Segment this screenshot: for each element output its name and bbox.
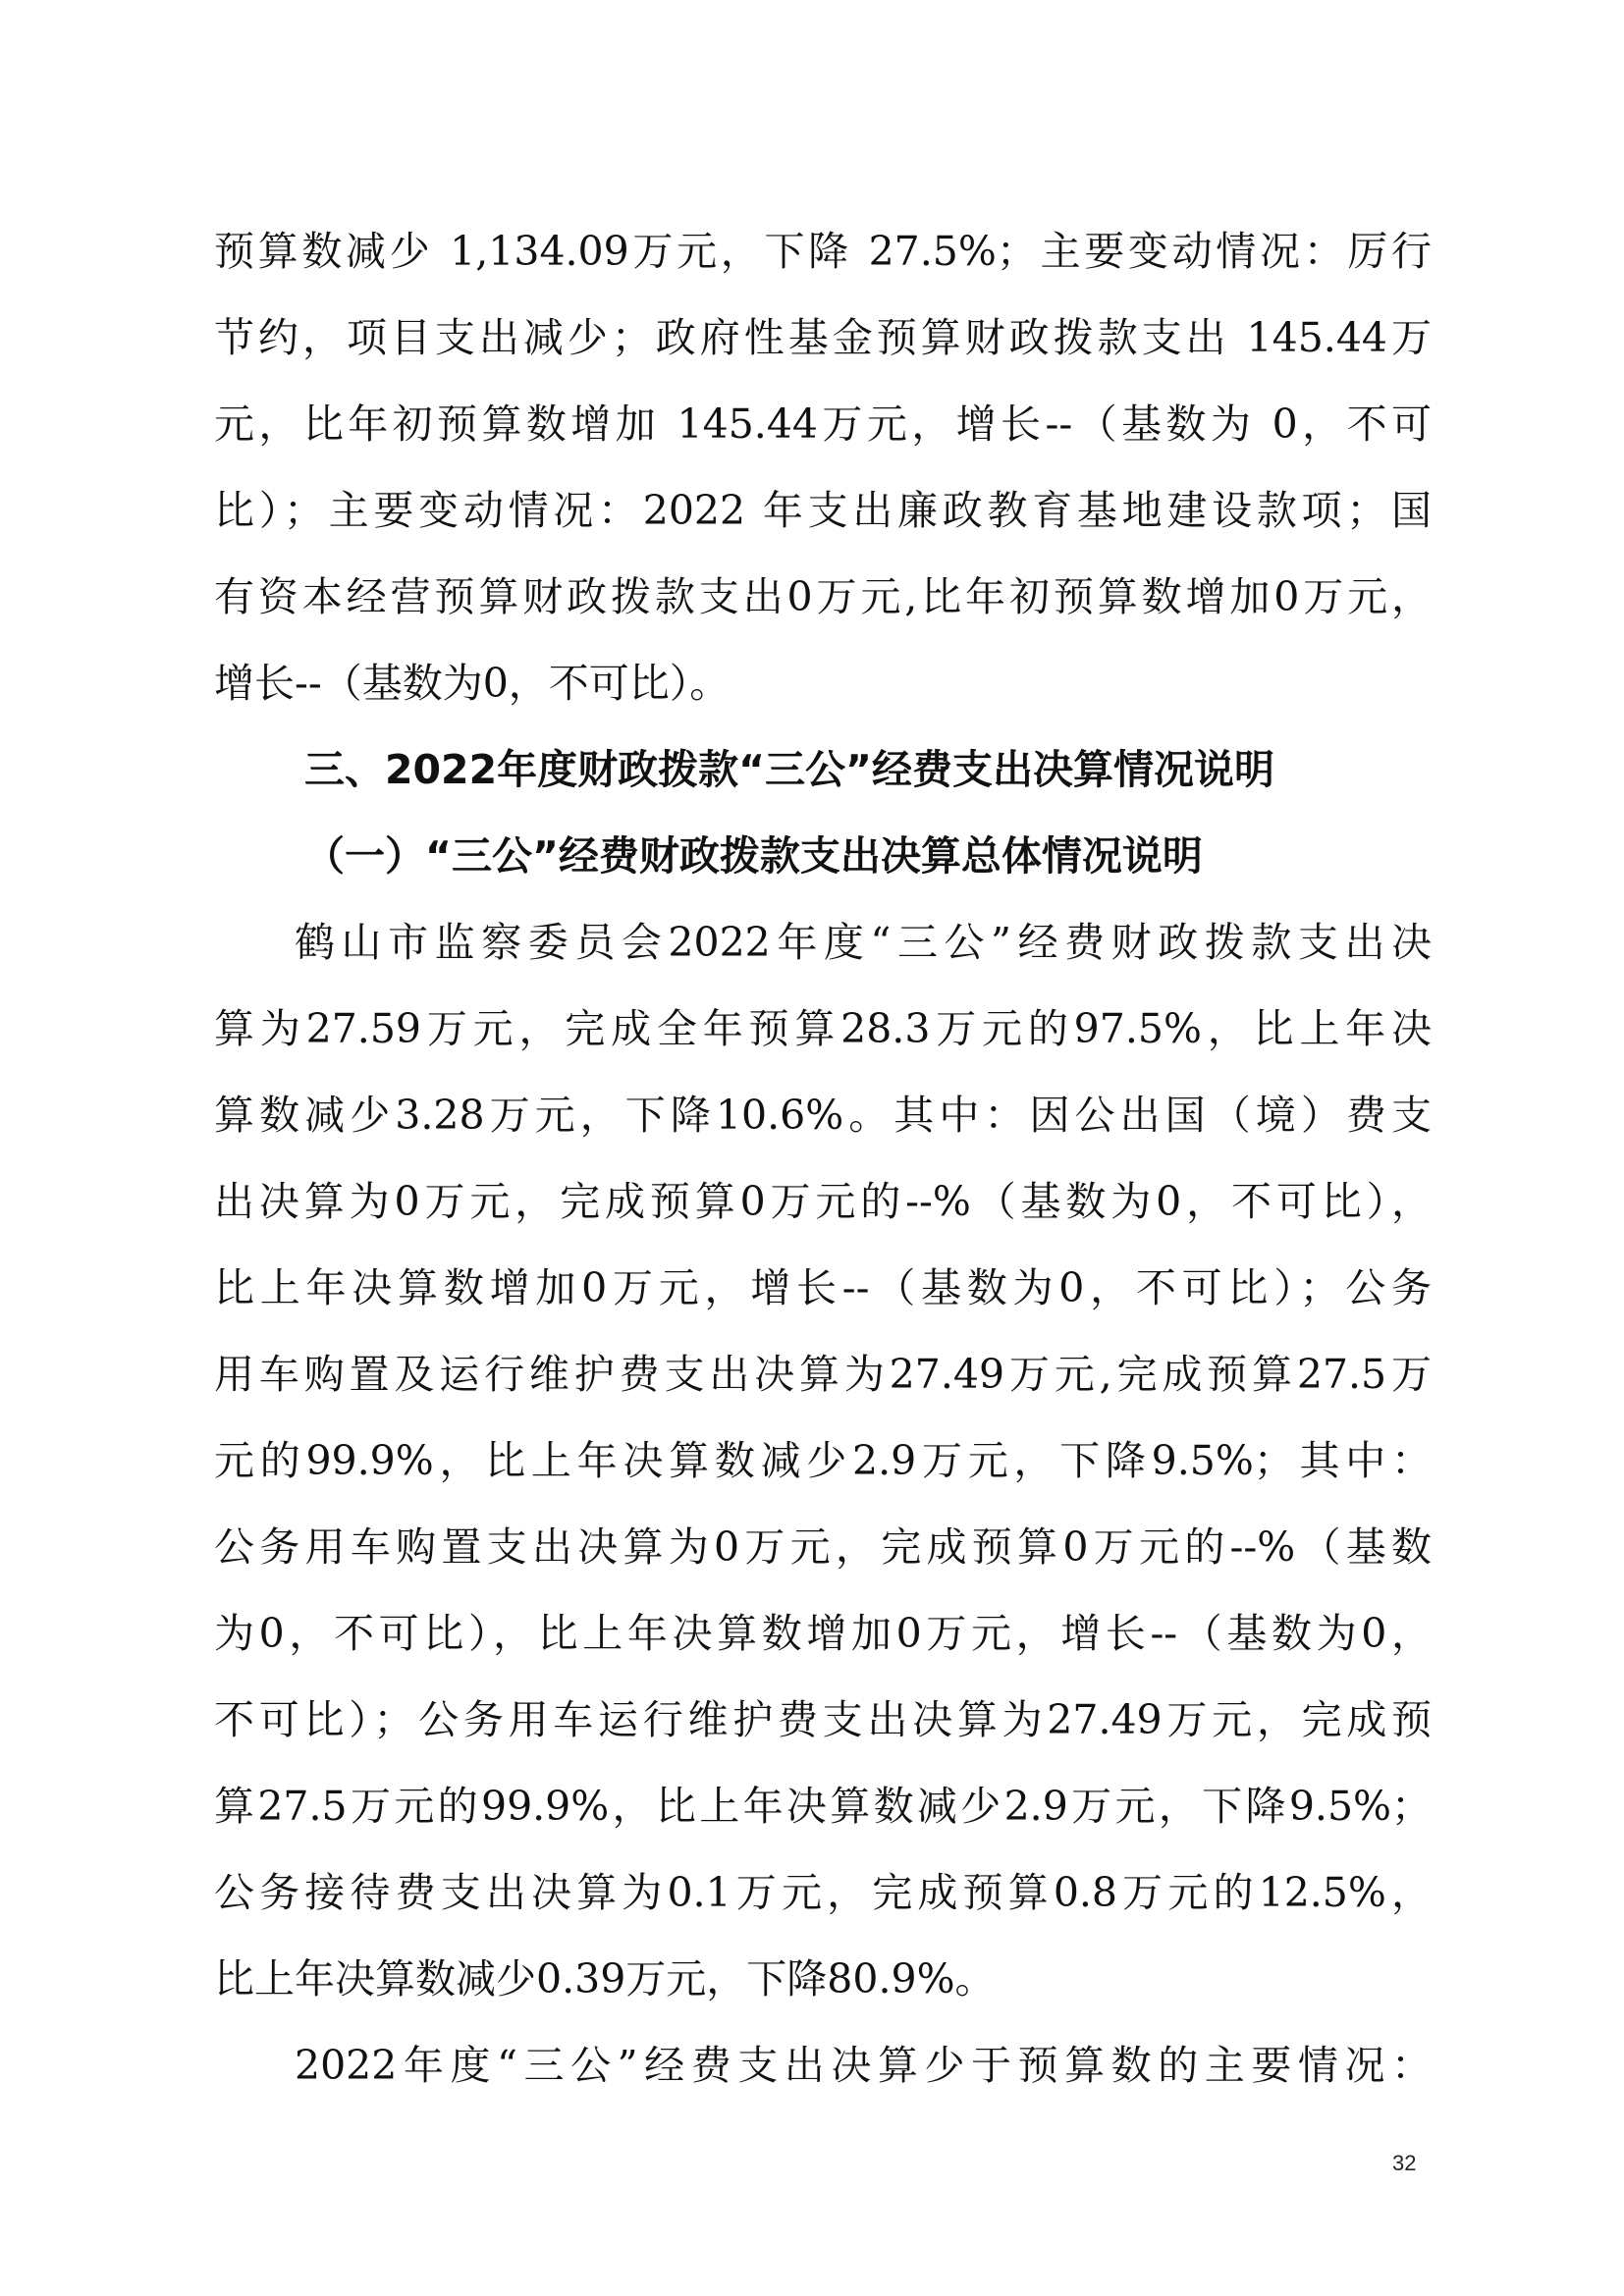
paragraph-line: 算数减少3.28万元，下降10.6%。其中：因公出国（境）费支: [214, 1092, 1432, 1139]
paragraph-line: 出决算为0万元，完成预算0万元的--%（基数为0，不可比），: [214, 1178, 1432, 1225]
paragraph-line: 为0，不可比），比上年决算数增加0万元，增长--（基数为0，: [214, 1610, 1432, 1657]
paragraph-line: 算为27.59万元，完成全年预算28.3万元的97.5%，比上年决: [214, 1005, 1432, 1052]
paragraph-line: 比）；主要变动情况：2022 年支出廉政教育基地建设款项；国: [214, 487, 1432, 534]
paragraph-line: 鹤山市监察委员会2022年度“三公”经费财政拨款支出决: [295, 919, 1432, 966]
section-heading: 三、2022年度财政拨款“三公”经费支出决算情况说明: [304, 746, 1275, 793]
subsection-heading: （一）“三公”经费财政拨款支出决算总体情况说明: [304, 832, 1203, 880]
paragraph-line: 预算数减少 1,134.09万元，下降 27.5%；主要变动情况：厉行: [214, 228, 1432, 275]
paragraph-line: 用车购置及运行维护费支出决算为27.49万元,完成预算27.5万: [214, 1351, 1432, 1398]
paragraph-line: 元的99.9%，比上年决算数减少2.9万元，下降9.5%；其中：: [214, 1437, 1432, 1484]
paragraph-line: 节约，项目支出减少；政府性基金预算财政拨款支出 145.44万: [214, 314, 1432, 361]
paragraph-line: 比上年决算数增加0万元，增长--（基数为0，不可比）；公务: [214, 1264, 1432, 1311]
paragraph-line: 公务用车购置支出决算为0万元，完成预算0万元的--%（基数: [214, 1523, 1432, 1571]
paragraph-line: 2022年度“三公”经费支出决算少于预算数的主要情况：: [295, 2042, 1432, 2089]
page-number: 32: [1392, 2151, 1417, 2175]
paragraph-line: 元，比年初预算数增加 145.44万元，增长--（基数为 0，不可: [214, 400, 1432, 448]
paragraph-line: 公务接待费支出决算为0.1万元，完成预算0.8万元的12.5%，: [214, 1869, 1432, 1916]
paragraph-line: 有资本经营预算财政拨款支出0万元,比年初预算数增加0万元，: [214, 573, 1432, 620]
paragraph-line: 增长--（基数为0，不可比）。: [214, 660, 731, 707]
paragraph-line: 不可比）；公务用车运行维护费支出决算为27.49万元，完成预: [214, 1696, 1432, 1743]
paragraph-line: 比上年决算数减少0.39万元，下降80.9%。: [214, 1955, 996, 2002]
paragraph-line: 算27.5万元的99.9%，比上年决算数减少2.9万元，下降9.5%；: [214, 1783, 1432, 1830]
